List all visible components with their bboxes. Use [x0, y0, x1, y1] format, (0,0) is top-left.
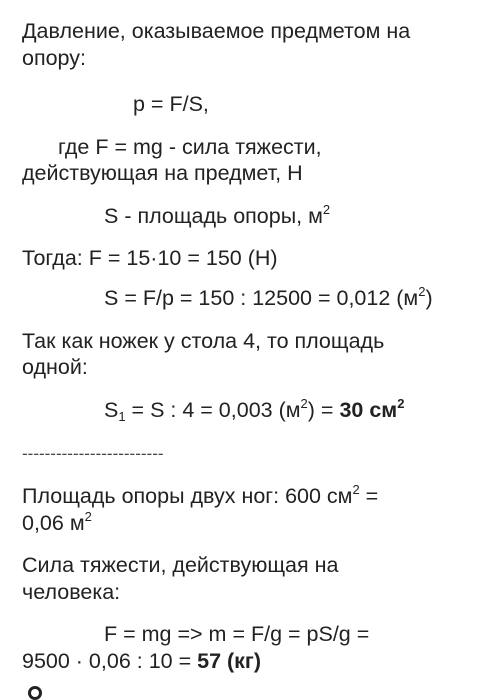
area-calc-close: ) [425, 286, 433, 310]
text-line-area-calc [104, 285, 433, 312]
mass-calc: 9500 · 0,06 : 10 = [22, 649, 198, 673]
two-feet-area-equals: = [359, 484, 379, 508]
text-line-two-feet-area [22, 483, 378, 510]
formula-mass: F = mg => m = F/g = pS/g = [104, 622, 370, 646]
separator-line: ------------------------- [22, 444, 164, 463]
cut-off-glyph [28, 686, 42, 700]
area-definition-text: S - площадь опоры, м [104, 204, 323, 228]
two-feet-area-m-exponent: 2 [84, 509, 92, 524]
formula-pressure: p = F/S, [133, 92, 209, 116]
leg-area-equals: ) = [307, 398, 340, 422]
leg-area-result: 30 $см^2$ [339, 396, 405, 422]
text-line-area-definition [104, 203, 330, 230]
text-line-where-f: где F = mg - сила тяжести, [58, 135, 322, 159]
leg-area-s: S [104, 398, 119, 422]
text-line-gravity-person: Сила тяжести, действующая на [22, 553, 339, 577]
text-line-pressure-intro: Давление, оказываемое предметом на [22, 19, 411, 43]
two-feet-area-exponent: 2 [352, 482, 360, 497]
leg-area-calc: = S : 4 = 0,003 (м [125, 398, 301, 422]
text-line-then-force: Тогда: F = 15·10 = 150 (Н) [22, 246, 278, 270]
text-line-support: опору: [22, 46, 86, 70]
text-line-acting-force: действующая на предмет, Н [22, 161, 303, 185]
text-line-two-feet-area-m [22, 510, 92, 537]
area-calc-text: S = F/p = 150 : 12500 = 0,012 (м [104, 286, 419, 310]
mass-result: 57 (кг) [197, 649, 262, 673]
text-line-person: человека: [22, 580, 121, 604]
text-line-one-leg-area [104, 397, 404, 424]
text-line-table-legs: Так как ножек у стола 4, то площадь [22, 329, 385, 353]
two-feet-area-text: Площадь опоры двух ног: 600 см [22, 484, 353, 508]
text-line-one-leg: одной: [22, 355, 88, 379]
area-calc-exponent: 2 [418, 284, 426, 299]
text-line-mass-result [22, 648, 261, 675]
leg-area-exponent: 2 [300, 396, 308, 411]
leg-area-subscript: 1 [118, 409, 126, 424]
area-definition-exponent: 2 [322, 202, 331, 217]
two-feet-area-m-text: 0,06 м [22, 511, 85, 535]
